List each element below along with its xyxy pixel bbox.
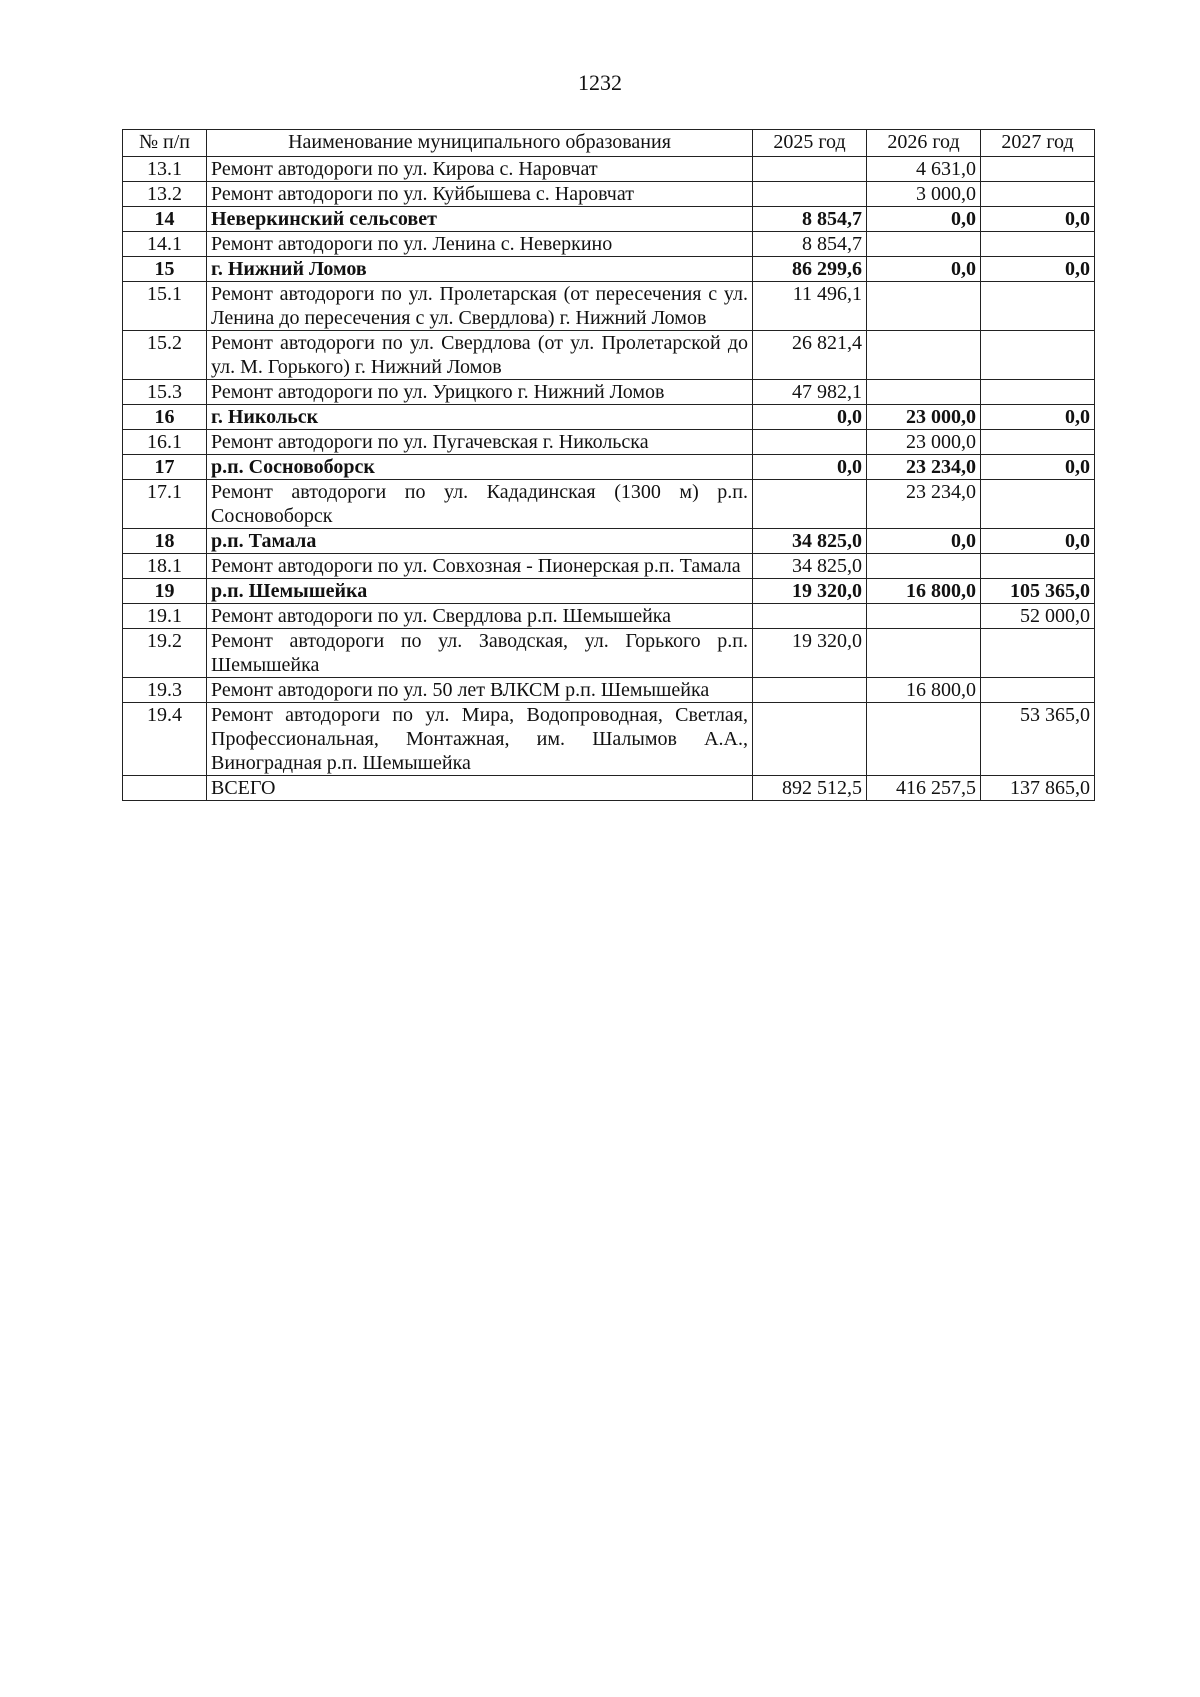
table-row <box>123 282 1095 331</box>
value-2027 <box>981 282 1095 331</box>
table-row <box>123 380 1095 405</box>
table-row <box>123 331 1095 380</box>
row-number: 16 <box>123 405 207 430</box>
table-row <box>123 232 1095 257</box>
value-2027: 0,0 <box>981 207 1095 232</box>
header-name: Наименование муниципального образования <box>207 130 753 157</box>
row-name: Ремонт автодороги по ул. Пугачевская г. Никольска <box>207 430 753 455</box>
table-row <box>123 678 1095 703</box>
row-name: р.п. Шемышейка <box>207 579 753 604</box>
value-2026: 3 000,0 <box>867 182 981 207</box>
value-2027: 137 865,0 <box>981 776 1095 801</box>
row-number: 14 <box>123 207 207 232</box>
row-name: г. Нижний Ломов <box>207 257 753 282</box>
table-row <box>123 480 1095 529</box>
row-name: Ремонт автодороги по ул. Свердлова р.п. Шемышейка <box>207 604 753 629</box>
value-2026 <box>867 629 981 678</box>
value-2026: 0,0 <box>867 257 981 282</box>
value-2026: 16 800,0 <box>867 678 981 703</box>
row-name: Ремонт автодороги по ул. Мира, Водопроводная, Светлая, Профессиональная, Монтажная, им. Шалымов А.А., Виноградная р.п. Шемышейка <box>207 703 753 776</box>
group-row <box>123 529 1095 554</box>
row-number: 19.3 <box>123 678 207 703</box>
row-number: 15 <box>123 257 207 282</box>
value-2026 <box>867 282 981 331</box>
value-2026 <box>867 604 981 629</box>
row-number: 19.1 <box>123 604 207 629</box>
value-2027 <box>981 331 1095 380</box>
row-name: р.п. Сосновоборск <box>207 455 753 480</box>
row-number: 18.1 <box>123 554 207 579</box>
value-2026: 16 800,0 <box>867 579 981 604</box>
row-name: Ремонт автодороги по ул. Ленина с. Неверкино <box>207 232 753 257</box>
group-row <box>123 455 1095 480</box>
row-name: Ремонт автодороги по ул. Пролетарская (от пересечения с ул. Ленина до пересечения с ул. Свердлова) г. Нижний Ломов <box>207 282 753 331</box>
row-name: Неверкинский сельсовет <box>207 207 753 232</box>
value-2026: 0,0 <box>867 529 981 554</box>
row-name: г. Никольск <box>207 405 753 430</box>
table-row <box>123 703 1095 776</box>
row-number: 17 <box>123 455 207 480</box>
value-2027: 0,0 <box>981 405 1095 430</box>
value-2025: 86 299,6 <box>753 257 867 282</box>
value-2025 <box>753 182 867 207</box>
value-2025: 19 320,0 <box>753 629 867 678</box>
value-2027 <box>981 430 1095 455</box>
header-number: № п/п <box>123 130 207 157</box>
value-2027: 0,0 <box>981 455 1095 480</box>
value-2025: 892 512,5 <box>753 776 867 801</box>
row-number: 14.1 <box>123 232 207 257</box>
row-name: ВСЕГО <box>207 776 753 801</box>
row-name: Ремонт автодороги по ул. Урицкого г. Нижний Ломов <box>207 380 753 405</box>
value-2025: 47 982,1 <box>753 380 867 405</box>
value-2026 <box>867 703 981 776</box>
value-2026: 23 234,0 <box>867 455 981 480</box>
value-2025: 34 825,0 <box>753 554 867 579</box>
value-2025: 0,0 <box>753 455 867 480</box>
group-row <box>123 257 1095 282</box>
value-2027 <box>981 480 1095 529</box>
table-row <box>123 430 1095 455</box>
row-name: Ремонт автодороги по ул. Куйбышева с. Наровчат <box>207 182 753 207</box>
header-2025: 2025 год <box>753 130 867 157</box>
value-2025: 34 825,0 <box>753 529 867 554</box>
row-number: 13.1 <box>123 157 207 182</box>
row-number: 18 <box>123 529 207 554</box>
page-number: 1232 <box>578 70 622 95</box>
value-2025 <box>753 430 867 455</box>
value-2025 <box>753 157 867 182</box>
group-row <box>123 405 1095 430</box>
value-2027: 105 365,0 <box>981 579 1095 604</box>
row-name: Ремонт автодороги по ул. 50 лет ВЛКСМ р.п. Шемышейка <box>207 678 753 703</box>
value-2025 <box>753 604 867 629</box>
row-number <box>123 776 207 801</box>
row-number: 19 <box>123 579 207 604</box>
value-2025 <box>753 703 867 776</box>
value-2025 <box>753 678 867 703</box>
row-number: 15.2 <box>123 331 207 380</box>
row-number: 17.1 <box>123 480 207 529</box>
row-name: Ремонт автодороги по ул. Кирова с. Наровчат <box>207 157 753 182</box>
value-2025 <box>753 480 867 529</box>
table-header-row <box>123 130 1095 157</box>
row-name: Ремонт автодороги по ул. Кададинская (1300 м) р.п. Сосновоборск <box>207 480 753 529</box>
value-2026 <box>867 380 981 405</box>
row-number: 15.3 <box>123 380 207 405</box>
value-2027 <box>981 157 1095 182</box>
table-row <box>123 554 1095 579</box>
value-2026 <box>867 554 981 579</box>
value-2025: 19 320,0 <box>753 579 867 604</box>
value-2026: 4 631,0 <box>867 157 981 182</box>
value-2026: 416 257,5 <box>867 776 981 801</box>
header-2027: 2027 год <box>981 130 1095 157</box>
value-2027: 53 365,0 <box>981 703 1095 776</box>
row-number: 19.2 <box>123 629 207 678</box>
value-2026: 0,0 <box>867 207 981 232</box>
row-name: Ремонт автодороги по ул. Заводская, ул. Горького р.п. Шемышейка <box>207 629 753 678</box>
table-row <box>123 182 1095 207</box>
table-row <box>123 604 1095 629</box>
header-2026: 2026 год <box>867 130 981 157</box>
value-2025: 0,0 <box>753 405 867 430</box>
value-2026 <box>867 331 981 380</box>
value-2027 <box>981 554 1095 579</box>
row-number: 13.2 <box>123 182 207 207</box>
value-2026: 23 000,0 <box>867 405 981 430</box>
value-2026: 23 234,0 <box>867 480 981 529</box>
row-name: Ремонт автодороги по ул. Свердлова (от ул. Пролетарской до ул. М. Горького) г. Нижний Ломов <box>207 331 753 380</box>
table-row <box>123 157 1095 182</box>
value-2025: 11 496,1 <box>753 282 867 331</box>
value-2027: 0,0 <box>981 529 1095 554</box>
table-row <box>123 629 1095 678</box>
row-number: 19.4 <box>123 703 207 776</box>
value-2027 <box>981 182 1095 207</box>
row-number: 15.1 <box>123 282 207 331</box>
row-number: 16.1 <box>123 430 207 455</box>
value-2025: 8 854,7 <box>753 232 867 257</box>
value-2027: 0,0 <box>981 257 1095 282</box>
value-2025: 8 854,7 <box>753 207 867 232</box>
table-body <box>123 157 1095 801</box>
group-row <box>123 579 1095 604</box>
value-2027 <box>981 678 1095 703</box>
value-2027 <box>981 629 1095 678</box>
row-name: р.п. Тамала <box>207 529 753 554</box>
row-name: Ремонт автодороги по ул. Совхозная - Пионерская р.п. Тамала <box>207 554 753 579</box>
value-2025: 26 821,4 <box>753 331 867 380</box>
total-row <box>123 776 1095 801</box>
value-2026: 23 000,0 <box>867 430 981 455</box>
value-2027 <box>981 380 1095 405</box>
budget-table <box>122 129 1095 801</box>
value-2027: 52 000,0 <box>981 604 1095 629</box>
group-row <box>123 207 1095 232</box>
value-2026 <box>867 232 981 257</box>
value-2027 <box>981 232 1095 257</box>
